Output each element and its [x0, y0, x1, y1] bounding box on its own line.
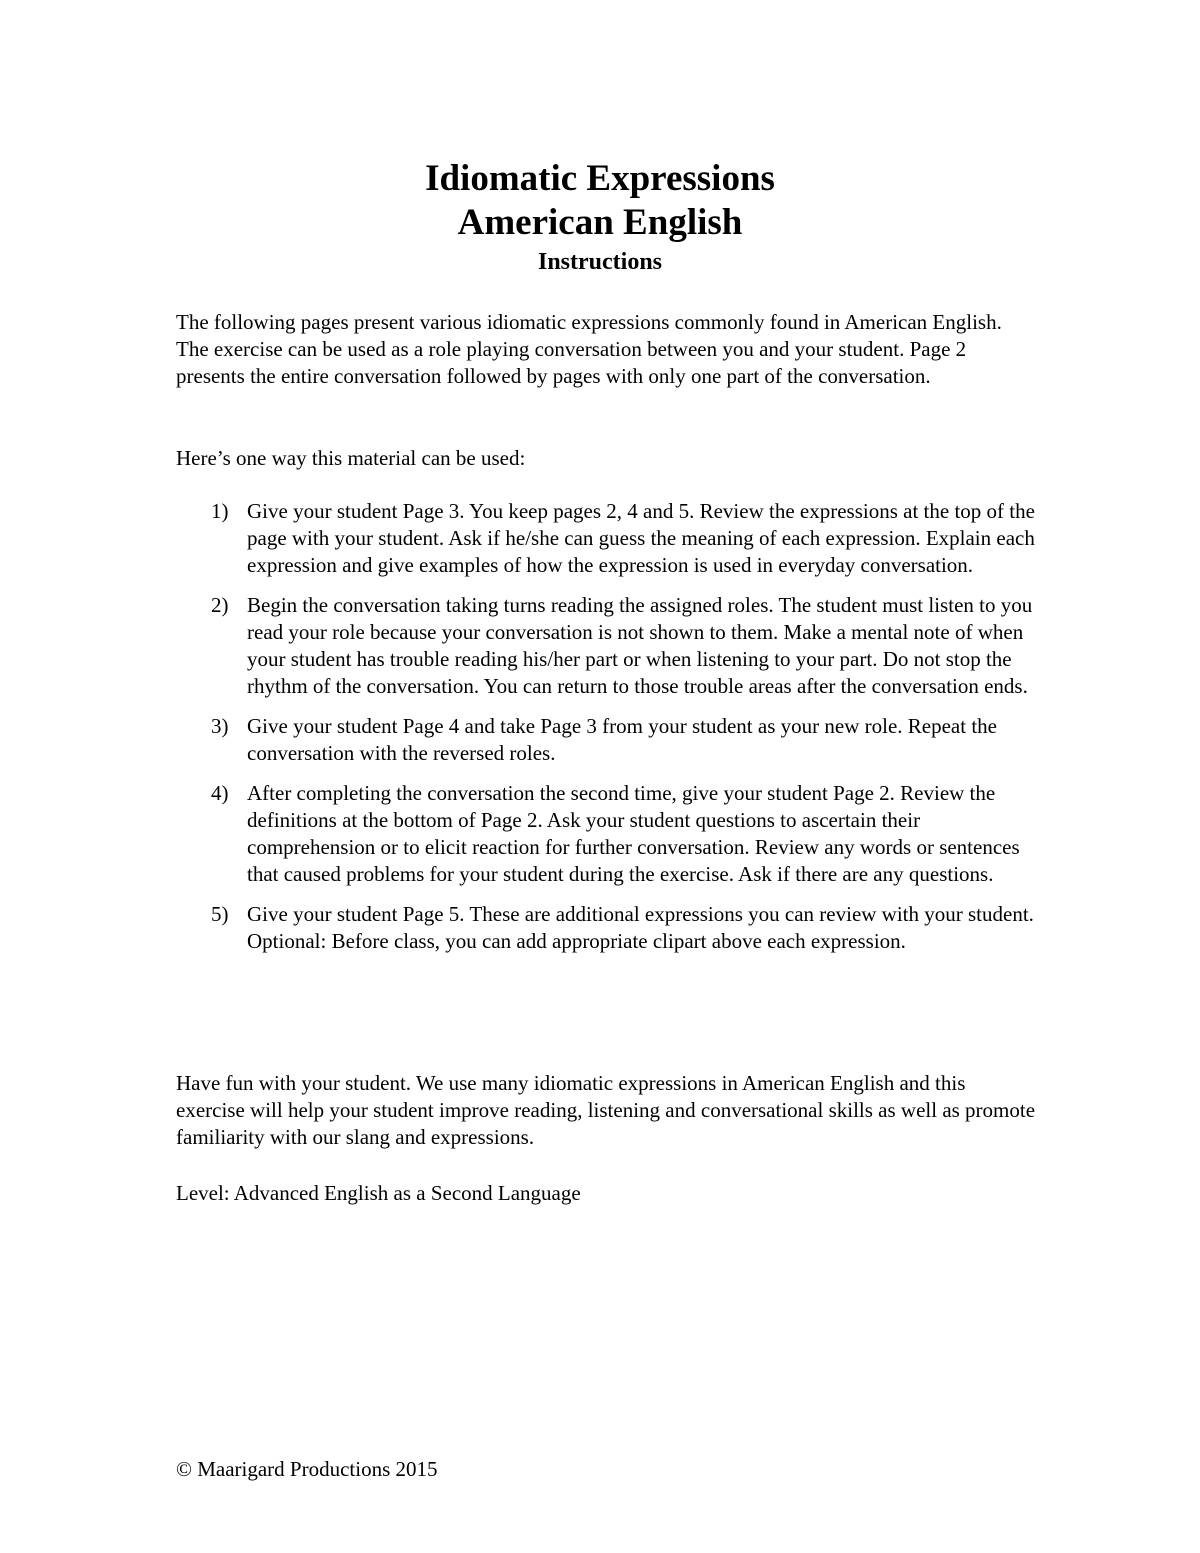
closing-paragraph: Have fun with your student. We use many idiomatic expressions in American English and this exercise will help your student improve reading, listening and conversational skills as well as promote familiarity with our slang and expressions.	[176, 1071, 1036, 1149]
list-item-number: 4)	[211, 781, 229, 805]
list-item-text: After completing the conversation the second time, give your student Page 2. Review the definitions at the bottom of Page 2. Ask your student questions to ascertain their comprehension or to elicit reaction for further conversation. Review any words or sentences that caused problems for your student during the exercise. Ask if there are any questions.	[247, 781, 1020, 886]
list-item	[176, 780, 1036, 888]
document-title: Idiomatic Expressions	[425, 158, 775, 199]
intro-paragraph: The following pages present various idiomatic expressions commonly found in American English. The exercise can be used as a role playing conversation between you and your student. Page 2 presents the entire conversation followed by pages with only one part of the conversation.	[176, 310, 1002, 388]
list-item	[176, 713, 1036, 767]
list-item-number: 1)	[211, 499, 229, 523]
list-item-text: Give your student Page 3. You keep pages 2, 4 and 5. Review the expressions at the top of the page with your student. Ask if he/she can guess the meaning of each expression. Explain each expression and give examples of how the expression is used in everyday conversation.	[247, 499, 1035, 577]
list-item-number: 3)	[211, 714, 229, 738]
list-item	[176, 498, 1036, 579]
level-line: Level: Advanced English as a Second Language	[176, 1181, 581, 1205]
list-item	[176, 592, 1036, 700]
list-item-text: Begin the conversation taking turns reading the assigned roles. The student must listen to you read your role because your conversation is not shown to them. Make a mental note of when your student has trouble reading his/her part or when listening to your part. Do not stop the rhythm of the conversation. You can return to those trouble areas after the conversation ends.	[247, 593, 1033, 698]
usage-lead-paragraph: Here’s one way this material can be used:	[176, 446, 526, 470]
list-item-text: Give your student Page 4 and take Page 3 from your student as your new role. Repeat the conversation with the reversed roles.	[247, 714, 997, 765]
list-item-number: 2)	[211, 593, 229, 617]
list-item	[176, 901, 1036, 955]
copyright-footer: © Maarigard Productions 2015	[176, 1457, 438, 1481]
section-heading: Instructions	[537, 249, 663, 275]
document-subtitle: American English	[457, 202, 743, 243]
instructions-list	[176, 498, 1036, 968]
list-item-number: 5)	[211, 902, 229, 926]
list-item-text: Give your student Page 5. These are additional expressions you can review with your student. Optional: Before class, you can add appropriate clipart above each expression.	[247, 902, 1034, 953]
